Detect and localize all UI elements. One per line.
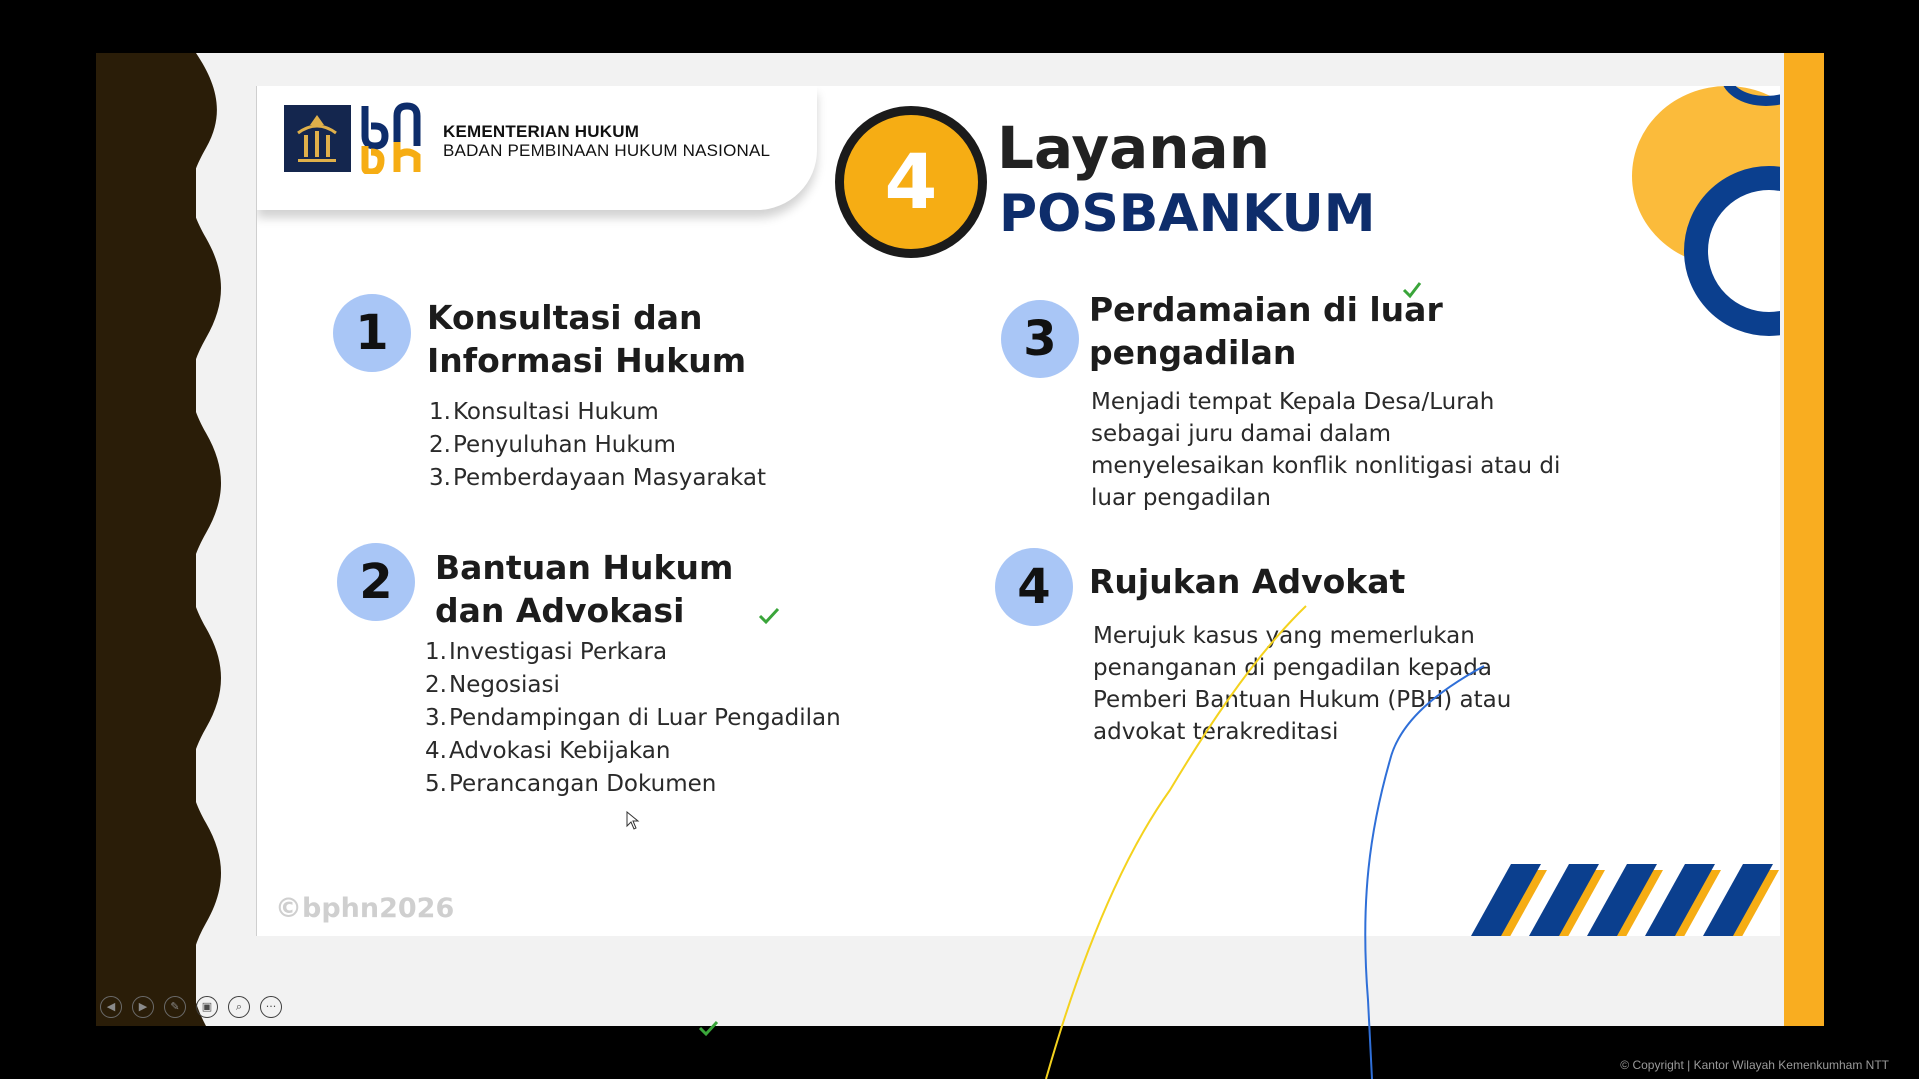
item-1-list xyxy=(429,396,766,495)
bphn-logo-icon xyxy=(361,102,429,174)
mouse-cursor-icon xyxy=(626,811,640,831)
list-item: 4.Advokasi Kebijakan xyxy=(425,738,671,764)
list-item: 2.Penyuluhan Hukum xyxy=(429,432,676,458)
list-item: 1.Investigasi Perkara xyxy=(425,639,668,665)
ministry-emblem-icon xyxy=(284,105,351,172)
header-card xyxy=(257,86,817,210)
item-1-number: 1 xyxy=(333,294,411,372)
copyright-text: © Copyright | Kantor Wilayah Kemenkumham NTT xyxy=(1620,1058,1889,1072)
item-4-number: 4 xyxy=(995,548,1073,626)
zoom-icon[interactable]: ⌕ xyxy=(228,996,250,1018)
org-name: KEMENTERIAN HUKUM xyxy=(443,122,640,141)
presenter-toolbar xyxy=(100,996,282,1020)
item-3-title-line1: Perdamaian di luar xyxy=(1089,290,1443,329)
item-2-number: 2 xyxy=(337,543,415,621)
right-accent-strip xyxy=(1784,53,1824,1026)
item-2-list xyxy=(425,636,841,801)
list-item: 3.Pemberdayaan Masyarakat xyxy=(429,465,766,491)
list-item: 1.Konsultasi Hukum xyxy=(429,399,659,425)
slide-subtitle: POSBANKUM xyxy=(999,184,1376,244)
decor-stripes xyxy=(1471,864,1780,936)
item-1-title xyxy=(427,296,746,382)
item-3-title xyxy=(1089,288,1443,374)
item-4-title: Rujukan Advokat xyxy=(1089,562,1406,601)
next-slide-icon[interactable]: ▶ xyxy=(132,996,154,1018)
item-3-description: Menjadi tempat Kepala Desa/Lurah sebagai juru damai dalam menyelesaikan konflik nonlitigasi atau di luar pengadilan xyxy=(1091,389,1561,511)
pages-icon[interactable]: ▣ xyxy=(196,996,218,1018)
item-2-title-line2: dan Advokasi xyxy=(435,591,685,630)
list-item: 5.Perancangan Dokumen xyxy=(425,771,717,797)
slide xyxy=(256,86,1780,936)
title-number-badge xyxy=(835,106,987,258)
item-1-title-line2: Informasi Hukum xyxy=(427,341,747,380)
prev-slide-icon[interactable]: ◀ xyxy=(100,996,122,1018)
item-4-description: Merujuk kasus yang memerlukan penanganan di pengadilan kepada Pemberi Bantuan Hukum (PBH) atau advokat terakreditasi xyxy=(1093,623,1512,745)
list-item: 3.Pendampingan di Luar Pengadilan xyxy=(425,705,841,731)
item-2-title-line1: Bantuan Hukum xyxy=(435,548,734,587)
slide-title: Layanan xyxy=(997,114,1270,182)
org-subname: BADAN PEMBINAAN HUKUM NASIONAL xyxy=(443,141,771,160)
item-1-title-line1: Konsultasi dan xyxy=(427,298,703,337)
title-number: 4 xyxy=(884,137,938,226)
item-3-title-line2: pengadilan xyxy=(1089,333,1297,372)
wavy-border xyxy=(96,53,226,1026)
pen-icon[interactable]: ✎ xyxy=(164,996,186,1018)
watermark: ©bphn2026 xyxy=(275,893,455,924)
list-item: 2.Negosiasi xyxy=(425,672,560,698)
item-2-title xyxy=(435,546,733,632)
more-options-icon[interactable]: ··· xyxy=(260,996,282,1018)
item-3-number: 3 xyxy=(1001,300,1079,378)
